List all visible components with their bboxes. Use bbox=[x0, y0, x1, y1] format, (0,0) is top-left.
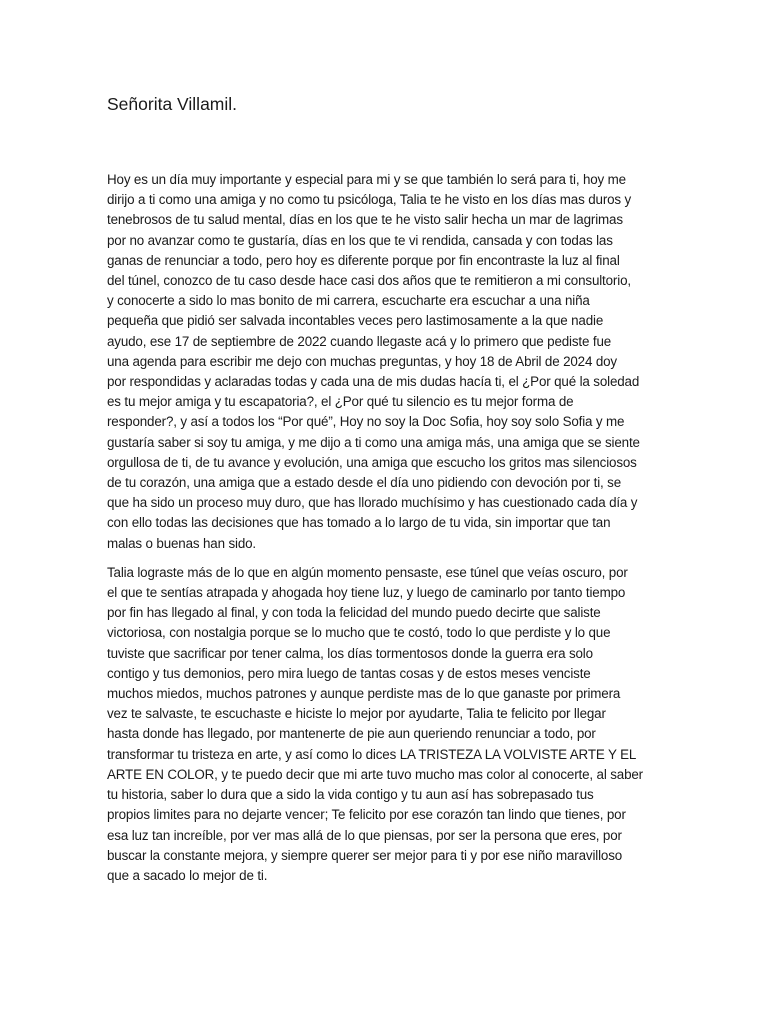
text-line: hasta donde has llegado, por mantenerte de pie aun queriendo renunciar a todo, por bbox=[107, 726, 596, 742]
text-line: malas o buenas han sido. bbox=[107, 535, 257, 551]
text-line: victoriosa, con nostalgia porque se lo mucho que te costó, todo lo que perdiste y lo que bbox=[107, 625, 611, 641]
text-line: que ha sido un proceso muy duro, que has llorado muchísimo y has cuestionado cada día y bbox=[107, 495, 638, 511]
paragraph bbox=[107, 170, 667, 554]
text-line: dirijo a ti como una amiga y no como tu psicóloga, Talia te he visto en los días mas duros y bbox=[107, 192, 632, 208]
text-line: una agenda para escribir me dejo con muchas preguntas, y hoy 18 de Abril de 2024 doy bbox=[107, 353, 617, 369]
text-line: por no avanzar como te gustaría, días en los que te vi rendida, cansada y con todas las bbox=[107, 232, 613, 248]
text-line: contigo y tus demonios, pero mira luego de tantas cosas y de estos meses venciste bbox=[107, 665, 591, 681]
paragraph bbox=[107, 563, 667, 886]
text-line: tu historia, saber lo dura que a sido la vida contigo y tu aun así has sobrepasado tus bbox=[107, 787, 594, 803]
text-line: propios limites para no dejarte vencer; Te felicito por ese corazón tan lindo que tienes, por bbox=[107, 807, 626, 823]
text-line: de tu corazón, una amiga que a estado desde el día uno pidiendo con devoción por ti, se bbox=[107, 475, 622, 491]
text-line: transformar tu tristeza en arte, y así como lo dices LA TRISTEZA LA VOLVISTE ARTE Y EL bbox=[107, 746, 637, 762]
text-line: responder?, y así a todos los “Por qué”, Hoy no soy la Doc Sofia, hoy soy solo Sofia y me bbox=[107, 414, 625, 430]
text-line: buscar la constante mejora, y siempre querer ser mejor para ti y por ese niño maravilloso bbox=[107, 847, 623, 863]
text-line: que a sacado lo mejor de ti. bbox=[107, 867, 268, 883]
text-line: con ello todas las decisiones que has tomado a lo largo de tu vida, sin importar que tan bbox=[107, 515, 611, 531]
text-line: es tu mejor amiga y tu escapatoria?, el ¿Por qué tu silencio es tu mejor forma de bbox=[107, 394, 574, 410]
text-line: esa luz tan increíble, por ver mas allá de lo que piensas, por ser la persona que eres, por bbox=[107, 827, 622, 843]
text-line: tuviste que sacrificar por tener calma, los días tormentosos donde la guerra era solo bbox=[107, 645, 593, 661]
text-line: orgullosa de ti, de tu avance y evolución, una amiga que escucho los gritos mas silenciosos bbox=[107, 454, 637, 470]
letter-salutation: Señorita Villamil. bbox=[107, 94, 238, 114]
text-line: ganas de renunciar a todo, pero hoy es diferente porque por fin encontraste la luz al final bbox=[107, 252, 620, 268]
text-line: gustaría saber si soy tu amiga, y me dijo a ti como una amiga más, una amiga que se siente bbox=[107, 434, 640, 450]
text-line: por fin has llegado al final, y con toda la felicidad del mundo puedo decirte que saliste bbox=[107, 605, 601, 621]
text-line: muchos miedos, muchos patrones y aunque perdiste mas de lo que ganaste por primera bbox=[107, 686, 621, 702]
text-line: Hoy es un día muy importante y especial para mi y se que también lo será para ti, hoy me bbox=[107, 172, 626, 187]
text-line: por respondidas y aclaradas todas y cada una de mis dudas hacía ti, el ¿Por qué la soledad bbox=[107, 374, 640, 390]
text-line: vez te salvaste, te escuchaste e hiciste lo mejor por ayudarte, Talia te felicito por llegar bbox=[107, 706, 606, 722]
text-line: pequeña que pidió ser salvada incontables veces pero lastimosamente a la que nadie bbox=[107, 313, 604, 329]
text-line: ARTE EN COLOR, y te puedo decir que mi arte tuvo mucho mas color al conocerte, al saber bbox=[107, 766, 643, 782]
text-line: del túnel, conozco de tu caso desde hace casi dos años que te remitieron a mi consultorio, bbox=[107, 273, 631, 289]
text-line: ayudo, ese 17 de septiembre de 2022 cuando llegaste acá y lo primero que pediste fue bbox=[107, 333, 612, 349]
text-line: tenebrosos de tu salud mental, días en los que te he visto salir hecha un mar de lagrimas bbox=[107, 212, 623, 228]
text-line: el que te sentías atrapada y ahogada hoy tiene luz, y luego de caminarlo por tanto tiempo bbox=[107, 585, 626, 601]
letter-body bbox=[107, 170, 667, 886]
text-line: Talia lograste más de lo que en algún momento pensaste, ese túnel que veías oscuro, por bbox=[107, 564, 628, 580]
text-line: y conocerte a sido lo mas bonito de mi carrera, escucharte era escuchar a una niña bbox=[107, 293, 590, 309]
